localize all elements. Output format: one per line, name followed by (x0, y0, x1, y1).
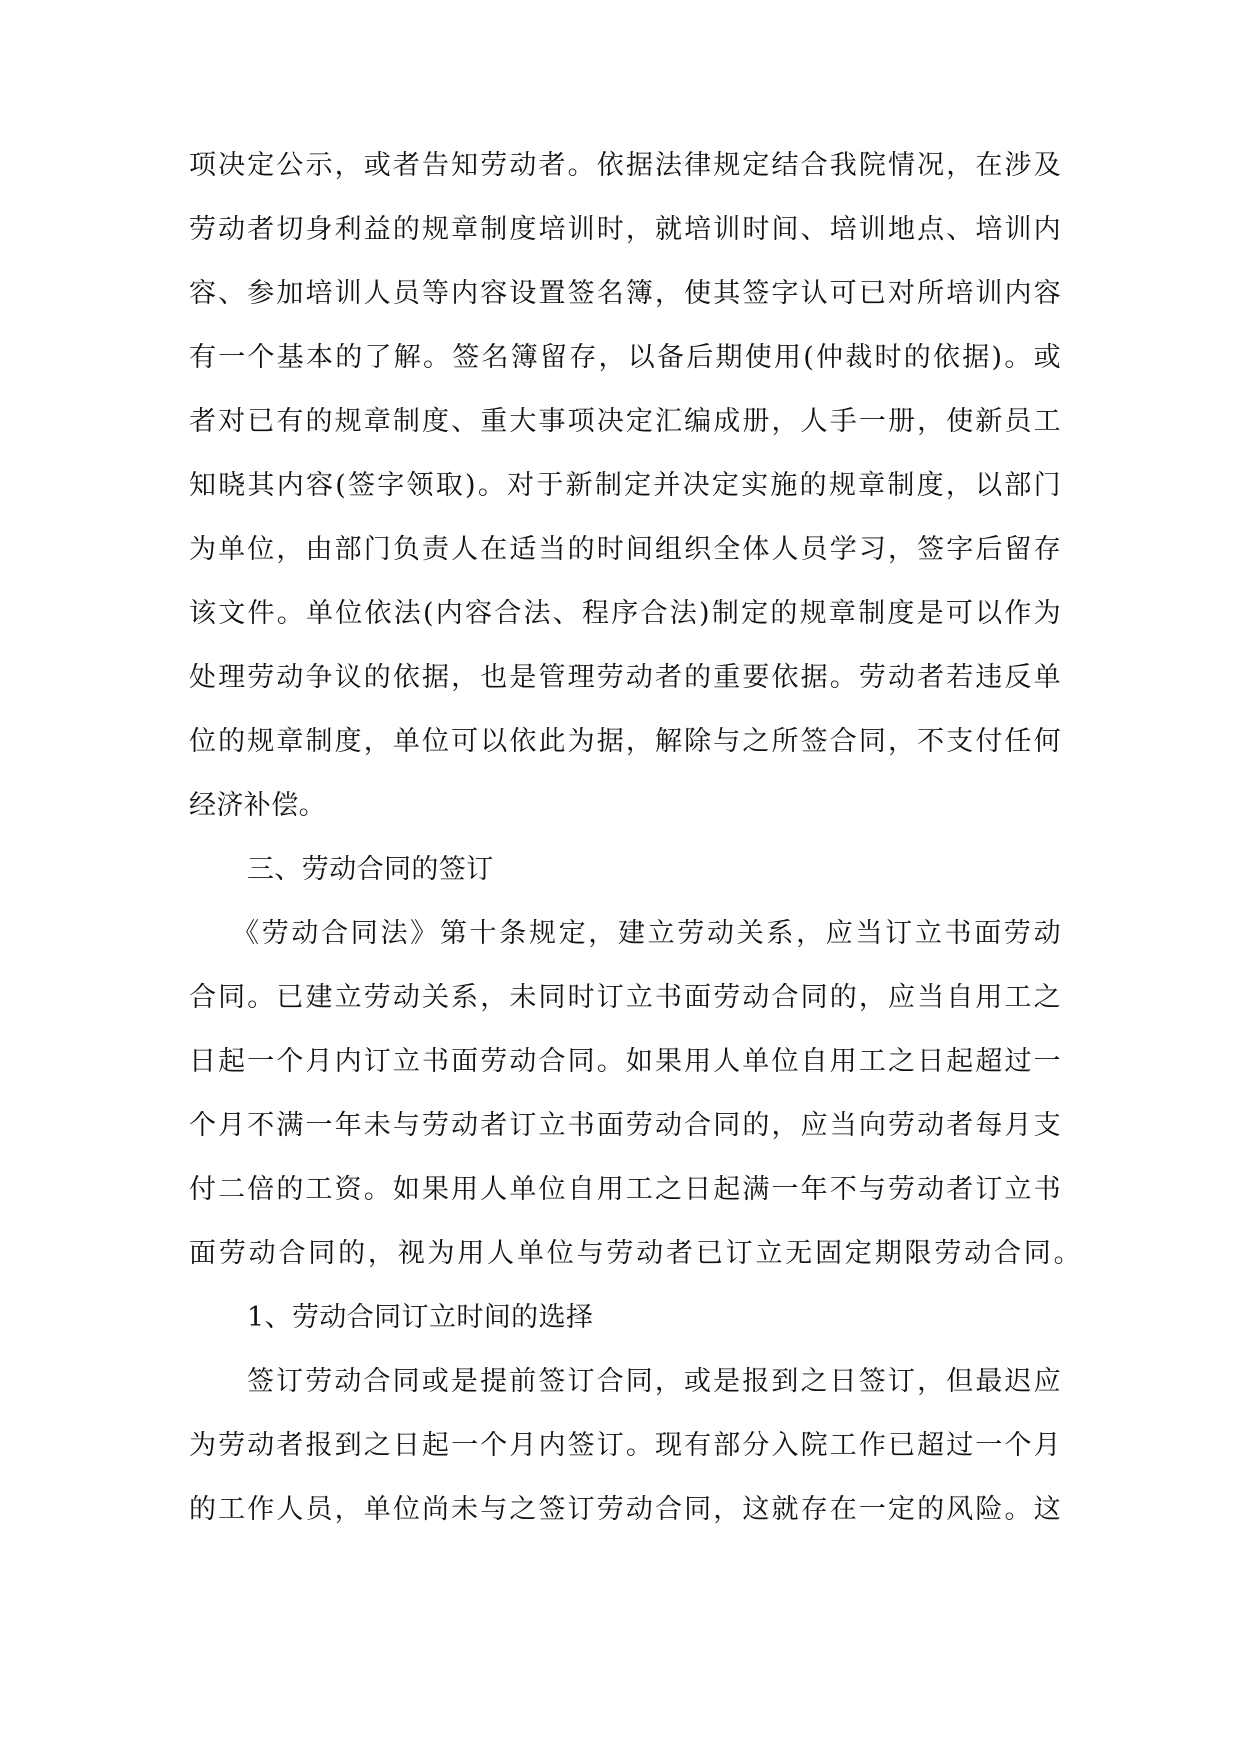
subsection-heading: 1、劳动合同订立时间的选择 (247, 1302, 594, 1333)
body-text-line: 《劳动合同法》第十条规定，建立劳动关系，应当订立书面劳动 (232, 918, 1061, 949)
body-text-line: 劳动者切身利益的规章制度培训时，就培训时间、培训地点、培训内 (189, 214, 1061, 245)
body-text-line: 者对已有的规章制度、重大事项决定汇编成册，人手一册，使新员工 (189, 406, 1061, 437)
section-heading: 三、劳动合同的签订 (247, 854, 494, 885)
body-text-line: 个月不满一年未与劳动者订立书面劳动合同的，应当向劳动者每月支 (189, 1110, 1061, 1141)
body-text-line: 为单位，由部门负责人在适当的时间组织全体人员学习，签字后留存 (189, 534, 1061, 565)
body-text-line: 知晓其内容(签字领取)。对于新制定并决定实施的规章制度，以部门 (189, 470, 1061, 501)
body-text-line: 的工作人员，单位尚未与之签订劳动合同，这就存在一定的风险。这 (189, 1494, 1061, 1525)
body-text-line: 付二倍的工资。如果用人单位自用工之日起满一年不与劳动者订立书 (189, 1174, 1061, 1205)
body-text-line: 签订劳动合同或是提前签订合同，或是报到之日签订，但最迟应 (247, 1366, 1061, 1397)
body-text-line: 合同。已建立劳动关系，未同时订立书面劳动合同的，应当自用工之 (189, 982, 1061, 1013)
body-text-line: 经济补偿。 (189, 790, 326, 821)
body-text-line: 面劳动合同的，视为用人单位与劳动者已订立无固定期限劳动合同。 (189, 1238, 1081, 1269)
body-text-line: 容、参加培训人员等内容设置签名簿，使其签字认可已对所培训内容 (189, 278, 1061, 309)
body-text-line: 位的规章制度，单位可以依此为据，解除与之所签合同，不支付任何 (189, 726, 1061, 757)
body-text-line: 日起一个月内订立书面劳动合同。如果用人单位自用工之日起超过一 (189, 1046, 1061, 1077)
body-text-line: 为劳动者报到之日起一个月内签订。现有部分入院工作已超过一个月 (189, 1430, 1061, 1461)
body-text-line: 有一个基本的了解。签名簿留存，以备后期使用(仲裁时的依据)。或 (189, 342, 1061, 373)
body-text-line: 该文件。单位依法(内容合法、程序合法)制定的规章制度是可以作为 (189, 598, 1061, 629)
body-text-line: 处理劳动争议的依据，也是管理劳动者的重要依据。劳动者若违反单 (189, 662, 1061, 693)
body-text-line: 项决定公示，或者告知劳动者。依据法律规定结合我院情况，在涉及 (189, 150, 1061, 181)
